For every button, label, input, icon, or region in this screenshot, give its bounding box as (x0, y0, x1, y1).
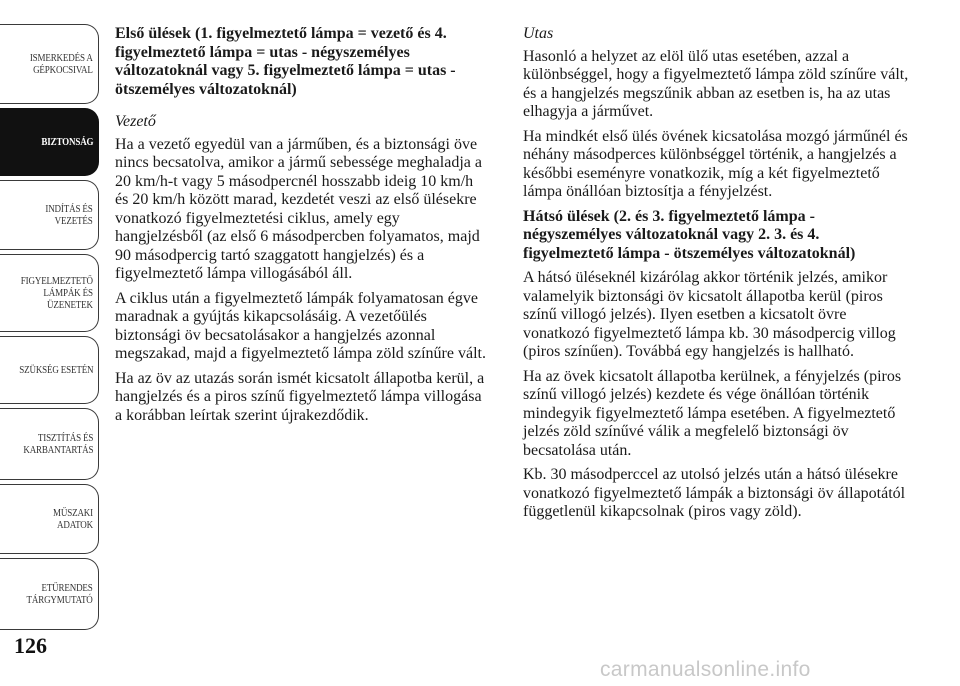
section-heading: Első ülések (1. figyelmeztető lámpa = vezető és 4. figyelmeztető lámpa = utas - négyszemélyes változatoknál vagy 5. figyelmeztető lámpa = utas - ötszemélyes változatoknál) (115, 25, 456, 98)
paragraph: Ha az öv az utazás során ismét kicsatolt állapotba kerül, a hangjelzés és a piros színű figyelmeztető lámpa villogása a korábban leírtak szerint újrakezdődik. (115, 369, 485, 424)
watermark: carmanualsonline.info (600, 658, 811, 681)
paragraph: A ciklus után a figyelmeztető lámpák folyamatosan égve maradnak a gyújtás kikapcsolásáig. A vezetőülés biztonsági öv becsatolásakor a hangjelzés azonnal megszakad, majd a figyelmeztető lámpa zöld színűre vált. (115, 289, 486, 362)
paragraph: Kb. 30 másodperccel az utolsó jelzés után a hátsó ülésekre vonatkozó figyelmeztető lámpák a biztonsági öv állapotától függetlenül kikapcsolnak (piros vagy zöld). (523, 466, 906, 520)
tab-label: TISZTÍTÁS ÉS KARBANTARTÁS (23, 432, 93, 456)
tab-label: SZÜKSÉG ESETÉN (18, 364, 93, 376)
paragraph: Ha a vezető egyedül van a járműben, és a biztonsági öve nincs becsatolva, amikor a jármű sebessége meghaladja a 20 km/h-t vagy 5 másodpercnél hosszabb ideig 10 km/h és 20 km/h között marad, kezdetét veszi az első ülésekre vonatkozó figyelmeztetési ciklus, amely egy hangjelzésből (az első 6 másodpercben folyamatos, majd 90 másodpercig tartó szaggatott hangjelzés) és a figyelmeztető lámpa villogásából áll. (115, 135, 482, 282)
tab-inditas[interactable] (0, 180, 99, 250)
tab-ismerkedes[interactable] (0, 24, 99, 104)
tab-label: FIGYELMEZTETŐ LÁMPÁK ÉS ÜZENETEK (20, 275, 93, 311)
right-column (523, 25, 913, 528)
tab-figyelmezteto[interactable] (0, 254, 99, 332)
tab-szukseg[interactable] (0, 336, 99, 404)
section-heading: Hátsó ülések (2. és 3. figyelmeztető lámpa - négyszemélyes változatoknál vagy 2. 3. és 4. figyelmeztető lámpa - ötszemélyes változatoknál) (523, 207, 856, 262)
paragraph: Hasonló a helyzet az elöl ülő utas esetében, azzal a különbséggel, hogy a figyelmeztető lámpa zöld színűre vált, és a hangjelzés megszűnik abban az esetben is, ha az utas elhagyja a járművet. (523, 47, 909, 120)
tab-label: BIZTONSÁG (40, 136, 93, 148)
section-subheading: Utas (523, 25, 554, 42)
paragraph: Ha mindkét első ülés övének kicsatolása mozgó járműnél és néhány másodperces különbséggel történik, a hangjelzés a későbbi eseményre vonatkozik, míg a két figyelmeztető lámpa önállóan biztosítja a fényjelzést. (523, 127, 908, 200)
tab-targymutato[interactable] (0, 558, 99, 630)
paragraph: A hátsó üléseknél kizárólag akkor történik jelzés, amikor valamelyik biztonsági öv kicsatolt állapotba kerül (piros színű villogó jelzés). Ilyen esetben a kicsatolt övre vonatkozó figyelmeztető lámpa kb. 30 másodpercig villog (piros színűen). Továbbá egy hangjelzés is hallható. (523, 269, 896, 360)
tab-tisztitas[interactable] (0, 408, 99, 480)
tab-label: ISMERKEDÉS A GÉPKOCSIVAL (30, 52, 93, 76)
tab-label: INDÍTÁS ÉS VEZETÉS (45, 203, 93, 227)
page-number: 126 (14, 633, 47, 658)
tab-muszaki[interactable] (0, 484, 99, 554)
section-subheading: Vezető (115, 113, 156, 130)
tab-biztonsag[interactable] (0, 108, 99, 176)
tab-label: ETŰRENDES TÁRGYMUTATÓ (26, 582, 93, 606)
tab-label: MŰSZAKI ADATOK (53, 507, 93, 531)
left-column (115, 25, 490, 431)
paragraph: Ha az övek kicsatolt állapotba kerülnek, a fényjelzés (piros színű villogó jelzés) kezdete és vége önállóan történik mindegyik figyelmeztető lámpa esetében. A figyelmeztető jelzés zöld színűvé válik a megfelelő biztonsági öv becsatolása után. (523, 367, 902, 459)
